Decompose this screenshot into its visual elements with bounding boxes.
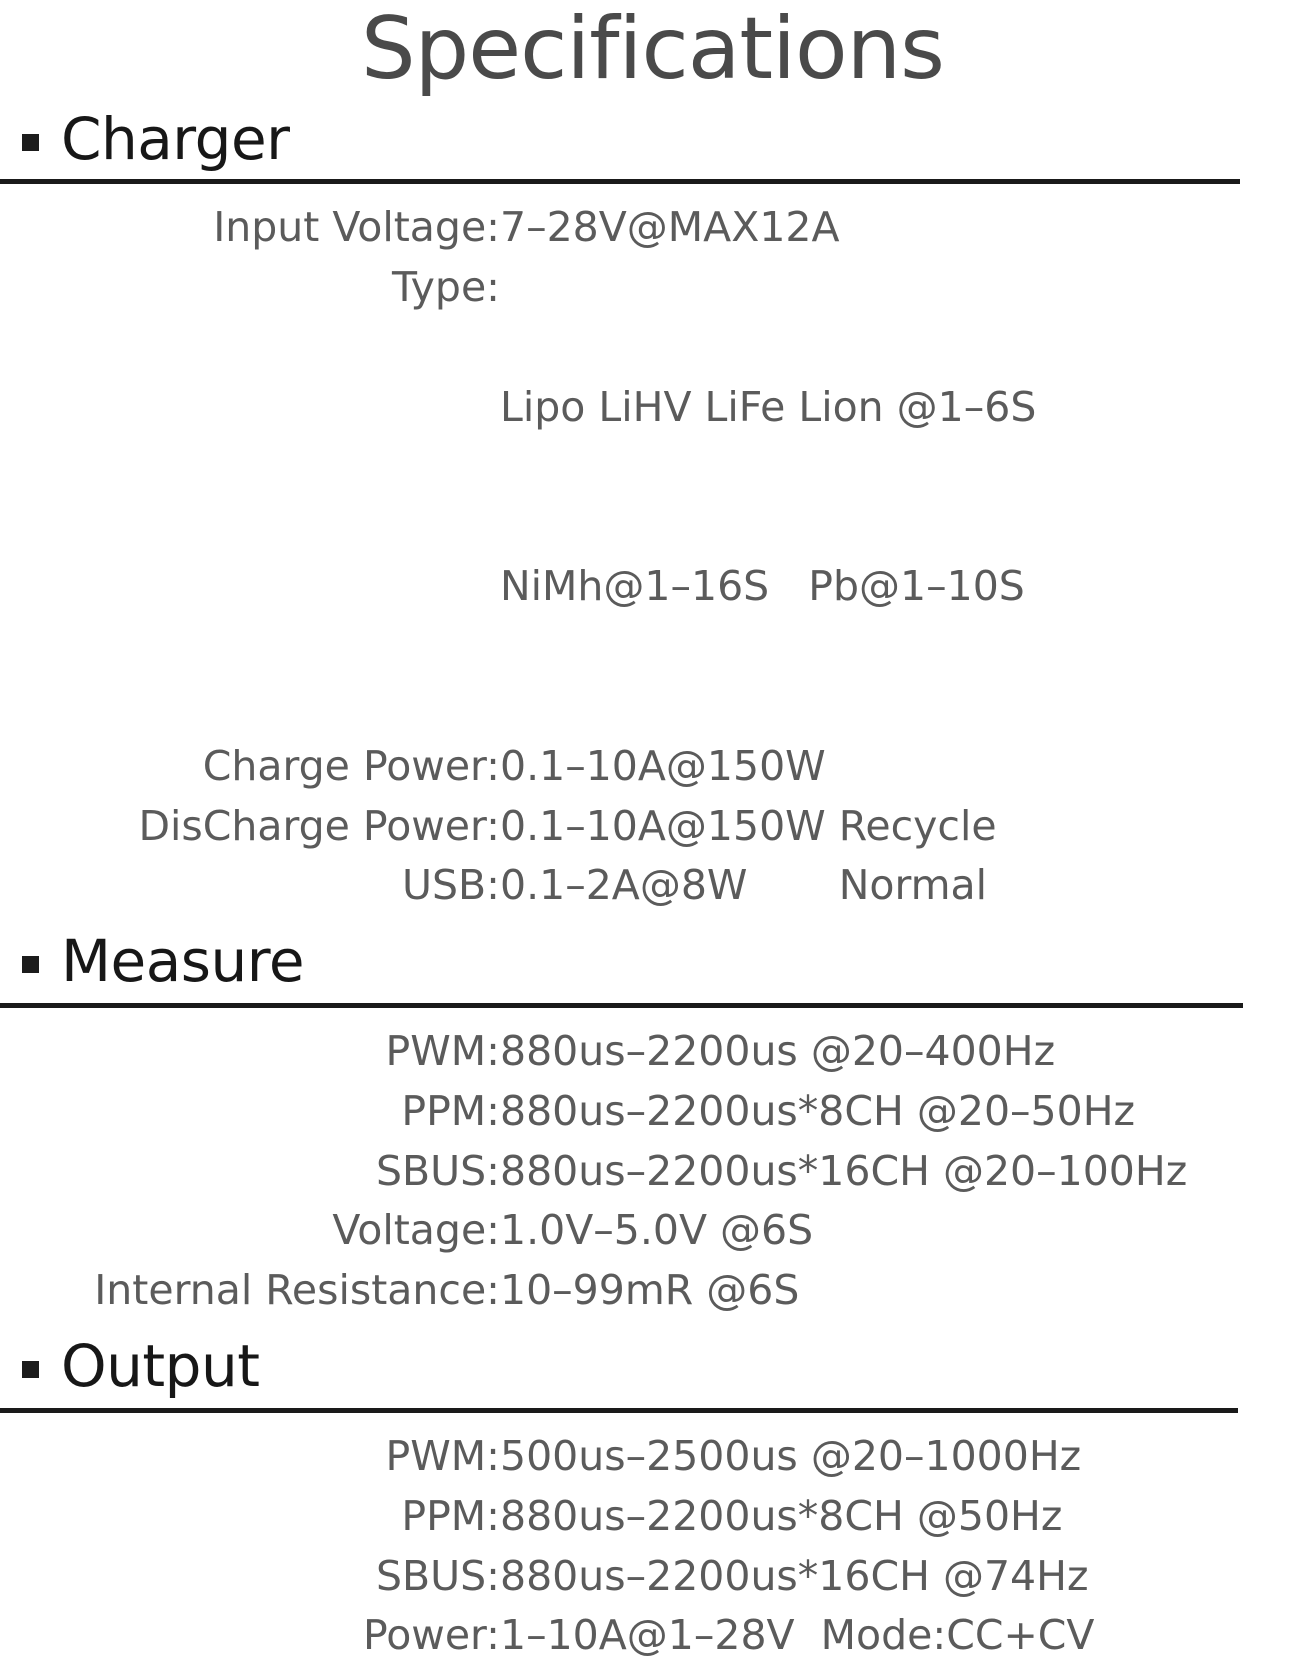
section-output [0, 1332, 1305, 1666]
square-bullet-icon [22, 134, 39, 151]
spec-value: 500us–2500us @20–1000Hz [500, 1431, 1082, 1480]
spec-table-charger [0, 198, 1305, 916]
spec-label: Power: [362, 1611, 500, 1660]
spec-value: 880us–2200us @20–400Hz [500, 1026, 1056, 1075]
spec-value: 1–10A@1–28V Mode:CC+CV [500, 1611, 1095, 1660]
section-divider-charger [0, 179, 1240, 184]
table-row [0, 258, 1305, 737]
spec-label: Input Voltage: [213, 202, 500, 251]
section-heading-output [0, 1332, 1305, 1401]
spec-label: SBUS: [375, 1146, 500, 1195]
spec-value: 10–99mR @6S [500, 1266, 800, 1315]
table-row [0, 1427, 1305, 1487]
spec-value [500, 258, 1305, 737]
page-title: Specifications [361, 0, 944, 99]
section-divider-output [0, 1408, 1238, 1413]
spec-label: Voltage: [332, 1206, 500, 1255]
spec-label: PPM: [401, 1086, 500, 1135]
square-bullet-icon [22, 1361, 39, 1378]
spec-label: Internal Resistance: [94, 1266, 500, 1315]
section-title-charger: Charger [61, 105, 290, 174]
spec-value: 0.1–10A@150W Recycle [500, 801, 997, 850]
table-row [0, 1142, 1305, 1202]
table-row [0, 198, 1305, 258]
section-title-measure: Measure [61, 927, 304, 996]
spec-label: PWM: [385, 1026, 500, 1075]
table-row [0, 737, 1305, 797]
spec-value: 0.1–2A@8W Normal [500, 861, 988, 910]
table-row [0, 1201, 1305, 1261]
table-row [0, 1487, 1305, 1547]
spec-value: 7–28V@MAX12A [500, 202, 840, 251]
table-row [0, 1022, 1305, 1082]
section-divider-measure [0, 1003, 1243, 1008]
spec-label: Type: [392, 262, 500, 311]
spec-table-output [0, 1427, 1305, 1666]
spec-label: DisCharge Power: [138, 801, 500, 850]
spec-value: 880us–2200us*16CH @74Hz [500, 1551, 1089, 1600]
section-measure [0, 927, 1305, 1321]
spec-value: 880us–2200us*16CH @20–100Hz [500, 1146, 1188, 1195]
spec-value-line-1: Lipo LiHV LiFe Lion @1–6S [500, 382, 1037, 431]
spec-value-line-2: NiMh@1–16S Pb@1–10S [500, 562, 1025, 611]
spec-label: SBUS: [375, 1551, 500, 1600]
spec-value: 880us–2200us*8CH @50Hz [500, 1491, 1063, 1540]
spec-value: 880us–2200us*8CH @20–50Hz [500, 1086, 1136, 1135]
section-heading-measure [0, 927, 1305, 996]
square-bullet-icon [22, 956, 39, 973]
spec-label: PWM: [385, 1431, 500, 1480]
section-title-output: Output [61, 1332, 260, 1401]
spec-label: USB: [402, 861, 500, 910]
spec-table-measure [0, 1022, 1305, 1321]
section-heading-charger [0, 105, 1305, 174]
spec-label: PPM: [401, 1491, 500, 1540]
table-row [0, 856, 1305, 916]
spec-label: Charge Power: [202, 741, 500, 790]
table-row [0, 1547, 1305, 1607]
table-row [0, 797, 1305, 857]
spec-value: 1.0V–5.0V @6S [500, 1206, 814, 1255]
table-row [0, 1261, 1305, 1321]
spec-value: 0.1–10A@150W [500, 741, 826, 790]
table-row [0, 1082, 1305, 1142]
section-charger [0, 105, 1305, 916]
table-row [0, 1606, 1305, 1666]
